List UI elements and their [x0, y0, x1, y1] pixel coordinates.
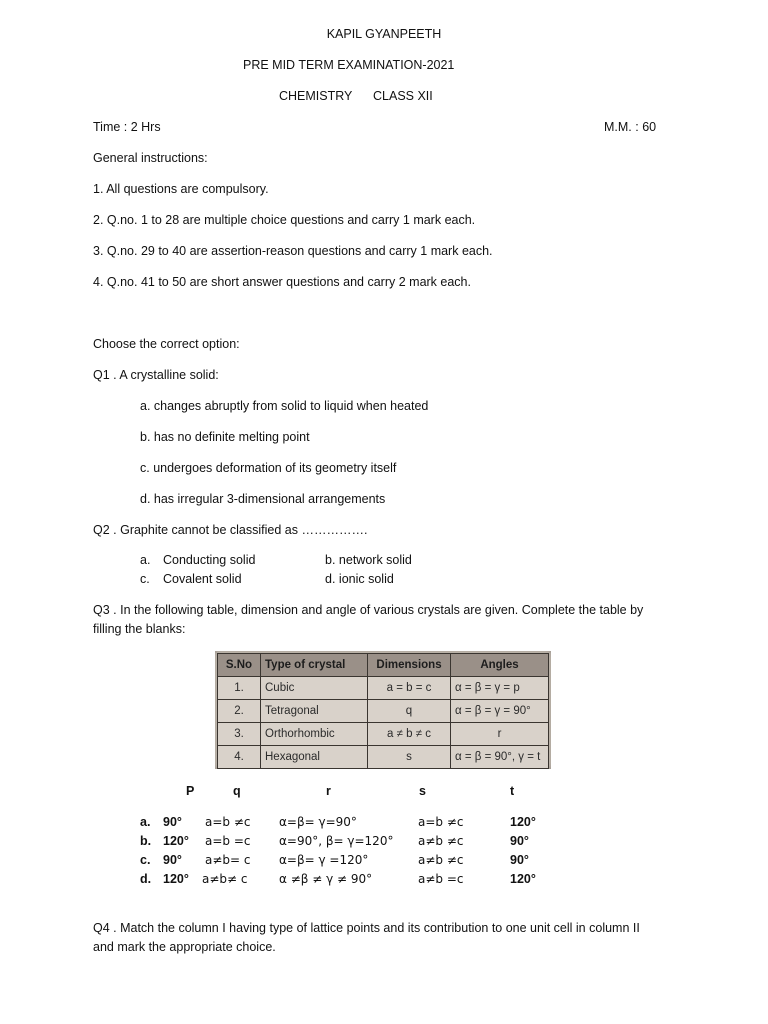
instruction-item: 1. All questions are compulsory. [93, 182, 269, 196]
answer-t: 90° [510, 853, 529, 867]
table-cell: a = b = c [368, 677, 451, 700]
table-header: Angles [451, 654, 549, 677]
answer-letter: c. [140, 853, 151, 867]
answer-letter: b. [140, 834, 152, 848]
q2-option-b-letter: b. [325, 553, 336, 567]
q1-option-d: d. has irregular 3-dimensional arrangements [140, 492, 386, 506]
q2-option-b-text: network solid [338, 553, 412, 567]
answer-s: a≠b =c [418, 872, 464, 886]
instruction-item: 3. Q.no. 29 to 40 are assertion-reason questions and carry 1 mark each. [93, 244, 493, 258]
instruction-item: 2. Q.no. 1 to 28 are multiple choice questions and carry 1 mark each. [93, 213, 476, 227]
school-name: KAPIL GYANPEETH [326, 27, 442, 41]
answer-q: a≠b≠ c [202, 872, 248, 886]
q1-option-a: a. changes abruptly from solid to liquid when heated [140, 399, 429, 413]
crystal-table-photo [215, 651, 551, 769]
answer-p: 120° [163, 834, 189, 848]
answer-header-p: P [186, 784, 195, 798]
answer-header-q: q [233, 784, 241, 798]
answer-s: a≠b ≠c [418, 834, 464, 848]
answer-header-s: s [419, 784, 426, 798]
section-prompt: Choose the correct option: [93, 337, 240, 351]
q3-question-line2: filling the blanks: [93, 622, 186, 636]
table-cell: 1. [218, 677, 261, 700]
answer-t: 90° [510, 834, 529, 848]
crystal-table [217, 653, 549, 769]
q2-option-a-letter: a. [140, 553, 151, 567]
answer-r: α=β= γ=90° [279, 815, 357, 829]
table-row [218, 723, 549, 746]
table-cell: α = β = 90°, γ = t [451, 746, 549, 769]
table-cell: Cubic [261, 677, 368, 700]
q1-question: Q1 . A crystalline solid: [93, 368, 219, 382]
q4-question-line2: and mark the appropriate choice. [93, 940, 276, 954]
table-header: S.No [218, 654, 261, 677]
answer-r: α=90°, β= γ=120° [279, 834, 394, 848]
table-header: Dimensions [368, 654, 451, 677]
instructions-title: General instructions: [93, 151, 208, 165]
table-cell: r [451, 723, 549, 746]
table-cell: Tetragonal [261, 700, 368, 723]
table-cell: 4. [218, 746, 261, 769]
q2-option-c-letter: c. [140, 572, 150, 586]
answer-q: a≠b= c [205, 853, 251, 867]
table-cell: 2. [218, 700, 261, 723]
q2-option-c-text: Covalent solid [163, 572, 242, 586]
answer-letter: a. [140, 815, 151, 829]
q2-option-d-letter: d. [325, 572, 336, 586]
answer-s: a≠b ≠c [418, 853, 464, 867]
answer-q: a=b =c [205, 834, 251, 848]
table-cell: α = β = γ = p [451, 677, 549, 700]
table-cell: a ≠ b ≠ c [368, 723, 451, 746]
instruction-item: 4. Q.no. 41 to 50 are short answer questions and carry 2 mark each. [93, 275, 471, 289]
table-header-row [218, 654, 549, 677]
class-label: CLASS XII [373, 89, 433, 103]
answer-p: 90° [163, 815, 182, 829]
q2-option-a-text: Conducting solid [163, 553, 256, 567]
answer-q: a=b ≠c [205, 815, 251, 829]
table-row [218, 746, 549, 769]
q1-option-c: c. undergoes deformation of its geometry itself [140, 461, 397, 475]
answer-r: α ≠β ≠ γ ≠ 90° [279, 872, 373, 886]
table-row [218, 700, 549, 723]
q2-question: Q2 . Graphite cannot be classified as ……………. [93, 523, 368, 537]
answer-t: 120° [510, 815, 536, 829]
exam-title: PRE MID TERM EXAMINATION-2021 [243, 58, 455, 72]
q2-option-b [325, 553, 412, 567]
table-cell: Orthorhombic [261, 723, 368, 746]
q1-option-b: b. has no definite melting point [140, 430, 310, 444]
q3-question-line1: Q3 . In the following table, dimension and angle of various crystals are given. Complete the table by [93, 603, 644, 617]
table-header: Type of crystal [261, 654, 368, 677]
answer-p: 90° [163, 853, 182, 867]
answer-header-t: t [510, 784, 515, 798]
answer-r: α=β= γ =120° [279, 853, 369, 867]
subject-label: CHEMISTRY [279, 89, 353, 103]
answer-s: a=b ≠c [418, 815, 464, 829]
answer-p: 120° [163, 872, 189, 886]
table-cell: q [368, 700, 451, 723]
answer-letter: d. [140, 872, 152, 886]
table-cell: Hexagonal [261, 746, 368, 769]
table-cell: s [368, 746, 451, 769]
answer-t: 120° [510, 872, 536, 886]
q2-option-d-text: ionic solid [338, 572, 394, 586]
q4-question-line1: Q4 . Match the column I having type of lattice points and its contribution to one unit cell in column II [93, 921, 640, 935]
q2-option-d [325, 572, 394, 586]
answer-header-r: r [326, 784, 331, 798]
table-cell: α = β = γ = 90° [451, 700, 549, 723]
table-cell: 3. [218, 723, 261, 746]
table-row [218, 677, 549, 700]
max-marks-label: M.M. : 60 [604, 120, 657, 134]
time-label: Time : 2 Hrs [93, 120, 161, 134]
